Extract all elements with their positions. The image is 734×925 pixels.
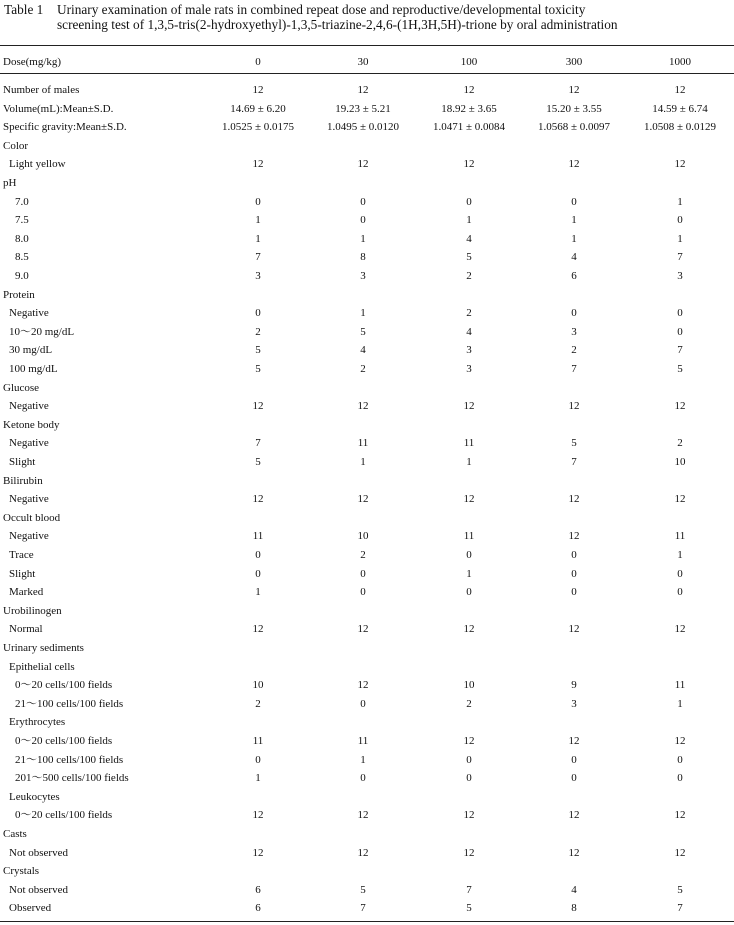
cell-dose-1000: 0 <box>677 307 683 320</box>
cell-dose-30: 3 <box>360 270 366 282</box>
cell-dose-300: 3 <box>571 697 577 710</box>
cell-dose-300: 12 <box>568 84 580 96</box>
cell-dose-1000: 0 <box>677 214 683 227</box>
bottom-rule <box>0 921 734 922</box>
table-row <box>0 565 734 583</box>
cell-dose-100: 12 <box>463 735 475 747</box>
row-label: Volume(mL):Mean±S.D. <box>3 102 114 115</box>
cell-dose-1000: 5 <box>677 363 683 375</box>
row-label: pH <box>3 177 17 189</box>
cell-dose-30: 0 <box>360 697 366 710</box>
cell-dose-100: 3 <box>466 363 472 375</box>
cell-dose-0: 12 <box>252 158 264 171</box>
cell-dose-30: 11 <box>357 437 369 450</box>
table-row <box>0 695 734 713</box>
cell-dose-30: 12 <box>357 84 369 96</box>
cell-dose-300: 0 <box>571 772 577 785</box>
cell-dose-300: 5 <box>571 437 577 450</box>
cell-dose-100: 12 <box>463 493 475 506</box>
dose-header-label: Dose(mg/kg) <box>3 56 62 68</box>
cell-dose-1000: 1 <box>677 195 683 208</box>
cell-dose-300: 6 <box>571 270 577 282</box>
row-label: 7.5 <box>15 214 29 227</box>
cell-dose-0: 3 <box>255 270 261 282</box>
cell-dose-30: 0 <box>360 772 366 785</box>
table-row <box>0 248 734 266</box>
section-heading-row <box>0 713 734 731</box>
cell-dose-100: 0 <box>466 586 472 599</box>
row-label: Glucose <box>3 381 40 394</box>
cell-dose-1000: 12 <box>674 84 686 96</box>
cell-dose-30: 1 <box>360 456 366 468</box>
row-label: 9.0 <box>15 270 29 282</box>
cell-dose-0: 5 <box>255 363 261 375</box>
cell-dose-0: 12 <box>252 623 264 636</box>
cell-dose-30: 12 <box>357 400 369 413</box>
cell-dose-300: 12 <box>568 846 580 859</box>
section-heading-row <box>0 788 734 806</box>
row-label: Specific gravity:Mean±S.D. <box>3 121 127 134</box>
cell-dose-0: 7 <box>255 251 261 264</box>
cell-dose-1000: 0 <box>677 567 683 580</box>
cell-dose-0: 12 <box>252 493 264 506</box>
row-label: Occult blood <box>3 511 61 524</box>
cell-dose-100: 5 <box>466 902 472 915</box>
cell-dose-0: 1 <box>255 232 261 245</box>
cell-dose-30: 1 <box>360 753 366 766</box>
table-row <box>0 434 734 452</box>
row-label: Epithelial cells <box>9 660 75 673</box>
table-row <box>0 230 734 248</box>
cell-dose-0: 7 <box>255 437 261 450</box>
section-heading-row <box>0 137 734 155</box>
cell-dose-1000: 14.59 ± 6.74 <box>652 102 708 115</box>
cell-dose-300: 12 <box>568 493 580 506</box>
cell-dose-100: 3 <box>466 344 472 357</box>
cell-dose-100: 0 <box>466 195 472 208</box>
cell-dose-100: 1 <box>466 456 472 468</box>
cell-dose-1000: 7 <box>677 344 683 357</box>
cell-dose-30: 1 <box>360 232 366 245</box>
section-heading-row <box>0 825 734 843</box>
cell-dose-0: 0 <box>255 549 261 561</box>
cell-dose-0: 5 <box>255 344 261 357</box>
cell-dose-30: 1.0495 ± 0.0120 <box>326 121 400 134</box>
table-row <box>0 490 734 508</box>
cell-dose-1000: 7 <box>677 251 683 264</box>
cell-dose-1000: 1 <box>677 232 683 245</box>
cell-dose-1000: 12 <box>674 158 686 171</box>
cell-dose-1000: 0 <box>677 772 683 785</box>
cell-dose-300: 7 <box>571 456 577 468</box>
cell-dose-300: 12 <box>568 158 580 171</box>
cell-dose-300: 0 <box>571 753 577 766</box>
cell-dose-30: 12 <box>357 623 369 636</box>
cell-dose-1000: 1 <box>677 697 683 710</box>
row-label: 100 mg/dL <box>9 363 58 375</box>
row-label: Marked <box>9 586 44 599</box>
section-heading-row <box>0 379 734 397</box>
cell-dose-30: 12 <box>357 846 369 859</box>
cell-dose-1000: 12 <box>674 809 686 822</box>
cell-dose-0: 6 <box>255 902 261 915</box>
row-label: 21～100 cells/100 fields <box>15 753 124 766</box>
table-row <box>0 323 734 341</box>
row-label: Not observed <box>9 883 68 896</box>
row-label: Crystals <box>3 865 40 878</box>
cell-dose-1000: 11 <box>674 530 686 543</box>
cell-dose-30: 10 <box>357 530 369 543</box>
cell-dose-1000: 1 <box>677 549 683 561</box>
cell-dose-0: 0 <box>255 195 261 208</box>
table-row <box>0 100 734 118</box>
cell-dose-300: 0 <box>571 195 577 208</box>
row-label: Number of males <box>3 84 80 96</box>
cell-dose-300: 3 <box>571 325 577 338</box>
table-row <box>0 676 734 694</box>
table-row <box>0 397 734 415</box>
row-label: Negative <box>9 400 49 413</box>
cell-dose-300: 1 <box>571 232 577 245</box>
dose-header-1000: 1000 <box>669 56 691 68</box>
cell-dose-1000: 0 <box>677 586 683 599</box>
row-label: Urinary sediments <box>3 642 84 654</box>
table-row <box>0 453 734 471</box>
row-label: Slight <box>9 567 36 580</box>
cell-dose-100: 10 <box>463 679 475 692</box>
cell-dose-0: 12 <box>252 846 264 859</box>
cell-dose-0: 12 <box>252 809 264 822</box>
cell-dose-100: 0 <box>466 753 472 766</box>
table-row <box>0 81 734 99</box>
table-label: Table 1 <box>4 2 44 17</box>
table-row <box>0 155 734 173</box>
table-row <box>0 211 734 229</box>
cell-dose-300: 9 <box>571 679 577 692</box>
table-row <box>0 360 734 378</box>
cell-dose-100: 7 <box>466 883 472 896</box>
cell-dose-300: 8 <box>571 902 577 915</box>
cell-dose-0: 6 <box>255 883 261 896</box>
cell-dose-1000: 7 <box>677 902 683 915</box>
cell-dose-100: 0 <box>466 772 472 785</box>
dose-header-300: 300 <box>565 56 583 68</box>
cell-dose-100: 1 <box>466 214 472 227</box>
row-label: 30 mg/dL <box>9 344 53 357</box>
cell-dose-0: 11 <box>252 530 264 543</box>
cell-dose-1000: 12 <box>674 735 686 747</box>
cell-dose-300: 12 <box>568 400 580 413</box>
cell-dose-100: 2 <box>466 270 472 282</box>
header-row <box>0 53 734 71</box>
cell-dose-100: 1.0471 ± 0.0084 <box>432 121 506 134</box>
dose-header-30: 30 <box>357 56 369 68</box>
cell-dose-1000: 0 <box>677 325 683 338</box>
row-label: 0～20 cells/100 fields <box>15 809 113 822</box>
cell-dose-100: 12 <box>463 158 475 171</box>
cell-dose-1000: 12 <box>674 493 686 506</box>
cell-dose-300: 0 <box>571 567 577 580</box>
cell-dose-100: 12 <box>463 809 475 822</box>
cell-dose-1000: 12 <box>674 400 686 413</box>
cell-dose-1000: 12 <box>674 623 686 636</box>
row-label: 8.0 <box>15 232 29 245</box>
table-row <box>0 844 734 862</box>
cell-dose-1000: 12 <box>674 846 686 859</box>
cell-dose-100: 4 <box>466 325 472 338</box>
section-heading-row <box>0 416 734 434</box>
table-row <box>0 899 734 917</box>
cell-dose-100: 11 <box>463 530 475 543</box>
cell-dose-1000: 10 <box>674 456 686 468</box>
table-row <box>0 620 734 638</box>
cell-dose-30: 4 <box>360 344 366 357</box>
cell-dose-30: 0 <box>360 195 366 208</box>
row-label: Erythrocytes <box>9 716 66 729</box>
cell-dose-300: 4 <box>571 251 577 264</box>
row-label: Bilirubin <box>3 474 43 487</box>
row-label: Protein <box>3 288 35 301</box>
cell-dose-30: 12 <box>357 493 369 506</box>
cell-dose-0: 11 <box>252 735 264 747</box>
cell-dose-1000: 2 <box>677 437 683 450</box>
cell-dose-0: 0 <box>255 753 261 766</box>
row-label: 8.5 <box>15 251 29 264</box>
cell-dose-0: 2 <box>255 325 261 338</box>
cell-dose-30: 8 <box>360 251 366 264</box>
cell-dose-300: 15.20 ± 3.55 <box>546 102 602 115</box>
header-rule <box>0 73 734 74</box>
cell-dose-300: 7 <box>571 363 577 375</box>
cell-dose-1000: 1.0508 ± 0.0129 <box>643 121 717 134</box>
cell-dose-100: 11 <box>463 437 475 450</box>
row-label: Casts <box>3 828 27 840</box>
row-label: Negative <box>9 437 49 450</box>
cell-dose-100: 12 <box>463 84 475 96</box>
row-label: Slight <box>9 456 36 468</box>
cell-dose-100: 18.92 ± 3.65 <box>441 102 497 115</box>
table-row <box>0 546 734 564</box>
dose-header-100: 100 <box>460 56 478 68</box>
section-heading-row <box>0 509 734 527</box>
cell-dose-300: 0 <box>571 307 577 320</box>
row-label: Not observed <box>9 846 68 859</box>
table-title-line-2: screening test of 1,3,5-tris(2-hydroxyethyl)-1,3,5-triazine-2,4,6-(1H,3H,5H)-trione by oral administration <box>57 17 618 32</box>
cell-dose-100: 12 <box>463 846 475 859</box>
cell-dose-0: 10 <box>252 679 264 692</box>
cell-dose-1000: 0 <box>677 753 683 766</box>
cell-dose-100: 1 <box>466 567 472 580</box>
row-label: Color <box>3 139 29 152</box>
cell-dose-300: 12 <box>568 530 580 543</box>
row-label: Negative <box>9 307 49 320</box>
cell-dose-300: 2 <box>571 344 577 357</box>
table-row <box>0 732 734 750</box>
row-label: Leukocytes <box>9 790 60 803</box>
row-label: Urobilinogen <box>3 604 62 617</box>
cell-dose-300: 1 <box>571 214 577 227</box>
row-label: Observed <box>9 902 52 915</box>
row-label: Normal <box>9 623 43 636</box>
cell-dose-30: 0 <box>360 586 366 599</box>
cell-dose-0: 0 <box>255 567 261 580</box>
row-label: 201～500 cells/100 fields <box>15 772 129 785</box>
row-label: 0～20 cells/100 fields <box>15 735 113 747</box>
cell-dose-1000: 11 <box>674 679 686 692</box>
cell-dose-30: 12 <box>357 679 369 692</box>
cell-dose-300: 4 <box>571 883 577 896</box>
row-label: 7.0 <box>15 195 29 208</box>
cell-dose-0: 12 <box>252 400 264 413</box>
row-label: 10～20 mg/dL <box>9 325 75 338</box>
cell-dose-0: 1 <box>255 772 261 785</box>
cell-dose-100: 4 <box>466 232 472 245</box>
cell-dose-0: 0 <box>255 307 261 320</box>
cell-dose-300: 1.0568 ± 0.0097 <box>537 121 611 134</box>
cell-dose-30: 2 <box>360 363 366 375</box>
cell-dose-100: 12 <box>463 623 475 636</box>
cell-dose-30: 5 <box>360 325 366 338</box>
table-row <box>0 304 734 322</box>
cell-dose-0: 1 <box>255 586 261 599</box>
section-heading-row <box>0 862 734 880</box>
table-title <box>57 2 732 32</box>
cell-dose-0: 1.0525 ± 0.0175 <box>221 121 295 134</box>
row-label: Negative <box>9 493 49 506</box>
top-rule <box>0 45 734 46</box>
row-label: Trace <box>9 549 34 561</box>
cell-dose-300: 12 <box>568 809 580 822</box>
cell-dose-30: 12 <box>357 809 369 822</box>
row-label: 0～20 cells/100 fields <box>15 679 113 692</box>
cell-dose-30: 5 <box>360 883 366 896</box>
cell-dose-100: 12 <box>463 400 475 413</box>
cell-dose-1000: 5 <box>677 883 683 896</box>
cell-dose-300: 0 <box>571 549 577 561</box>
table-title-line-1: Urinary examination of male rats in combined repeat dose and reproductive/developmental toxicity <box>57 2 586 17</box>
cell-dose-30: 0 <box>360 214 366 227</box>
cell-dose-0: 2 <box>255 697 261 710</box>
row-label: Negative <box>9 530 49 543</box>
dose-header-0: 0 <box>255 56 261 68</box>
row-label: 21～100 cells/100 fields <box>15 697 124 710</box>
table-row <box>0 583 734 601</box>
cell-dose-30: 11 <box>357 735 369 747</box>
section-heading-row <box>0 286 734 304</box>
section-heading-row <box>0 472 734 490</box>
cell-dose-300: 12 <box>568 623 580 636</box>
cell-dose-300: 0 <box>571 586 577 599</box>
cell-dose-100: 0 <box>466 549 472 561</box>
cell-dose-30: 19.23 ± 5.21 <box>335 102 391 115</box>
table-row <box>0 751 734 769</box>
cell-dose-30: 0 <box>360 567 366 580</box>
cell-dose-1000: 3 <box>677 270 683 282</box>
cell-dose-0: 12 <box>252 84 264 96</box>
table-row <box>0 267 734 285</box>
section-heading-row <box>0 639 734 657</box>
table-row <box>0 806 734 824</box>
section-heading-row <box>0 174 734 192</box>
table-row <box>0 193 734 211</box>
cell-dose-100: 5 <box>466 251 472 264</box>
cell-dose-0: 14.69 ± 6.20 <box>230 102 286 115</box>
table-row <box>0 769 734 787</box>
cell-dose-300: 12 <box>568 735 580 747</box>
section-heading-row <box>0 658 734 676</box>
cell-dose-100: 2 <box>466 307 472 320</box>
row-label: Ketone body <box>3 418 60 431</box>
cell-dose-30: 12 <box>357 158 369 171</box>
table-row <box>0 341 734 359</box>
cell-dose-30: 1 <box>360 307 366 320</box>
table-row <box>0 118 734 136</box>
row-label: Light yellow <box>9 158 66 171</box>
cell-dose-30: 7 <box>360 902 366 915</box>
table-row <box>0 527 734 545</box>
cell-dose-100: 2 <box>466 697 472 710</box>
section-heading-row <box>0 602 734 620</box>
cell-dose-0: 1 <box>255 214 261 227</box>
cell-dose-30: 2 <box>360 549 366 561</box>
table-row <box>0 881 734 899</box>
cell-dose-0: 5 <box>255 456 261 468</box>
